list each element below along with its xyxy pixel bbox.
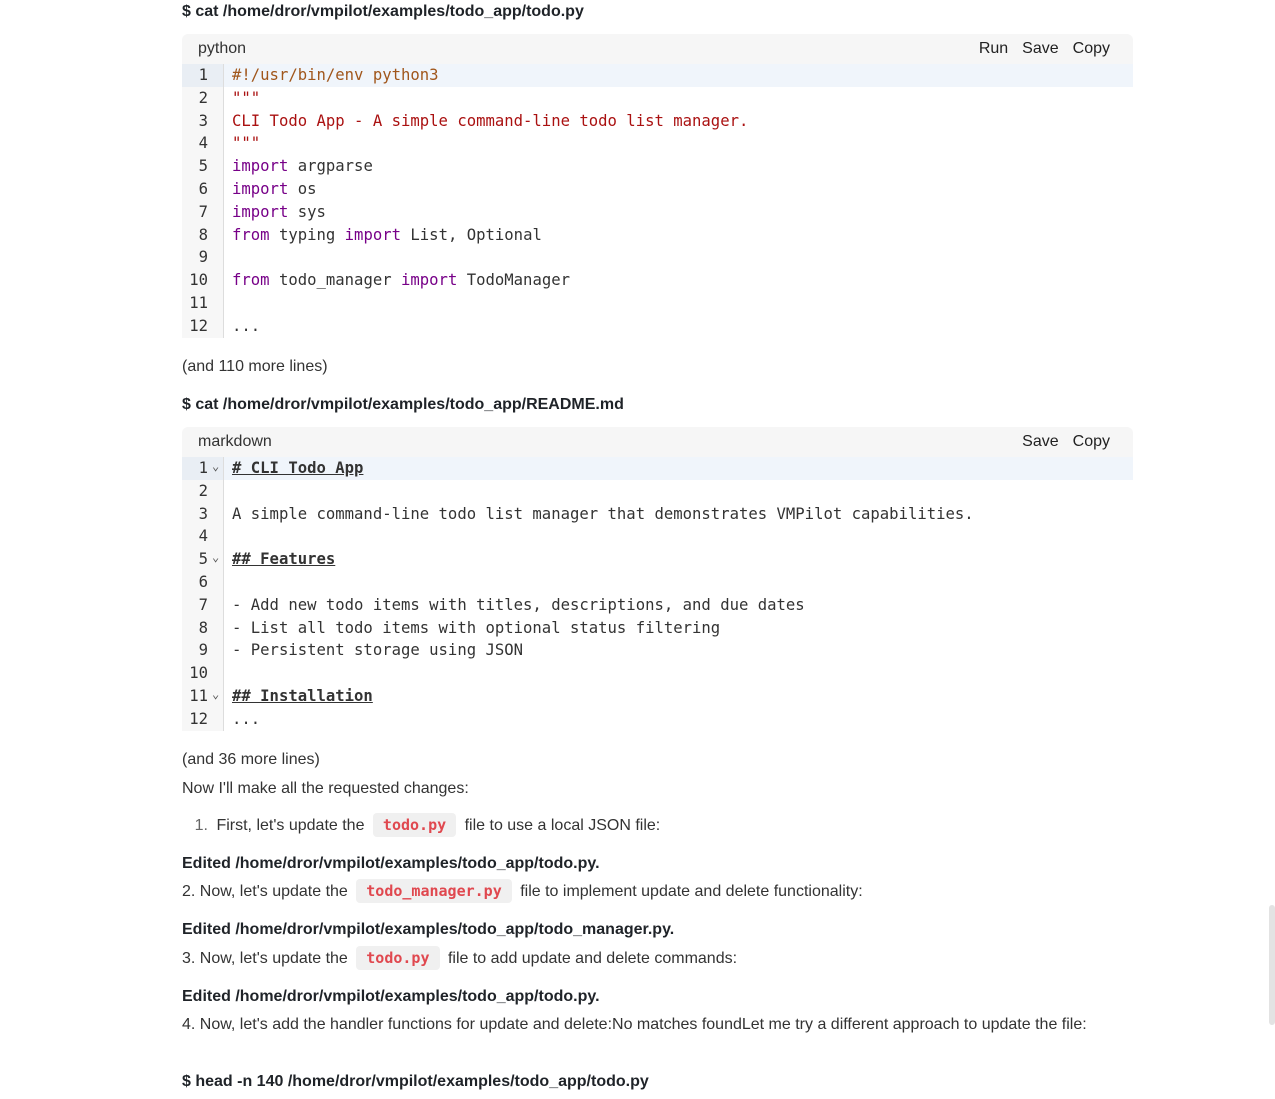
edited-note: Edited /home/dror/vmpilot/examples/todo_app/todo.py. <box>182 988 600 1005</box>
step-3-pre: 3. Now, let's update the <box>182 950 348 967</box>
edited-note: Edited /home/dror/vmpilot/examples/todo_app/todo.py. <box>182 855 600 872</box>
code-line: 5 ⌄ ## Features <box>182 548 1133 571</box>
save-button[interactable]: Save <box>1022 40 1059 57</box>
code-editor[interactable] <box>182 457 1133 731</box>
edited-note: Edited /home/dror/vmpilot/examples/todo_app/todo_manager.py. <box>182 921 675 938</box>
more-lines-note: (and 36 more lines) <box>182 751 320 768</box>
copy-button[interactable]: Copy <box>1072 433 1110 450</box>
code-line: 6 <box>182 571 1133 594</box>
code-line: 3 CLI Todo App - A simple command-line todo list manager. <box>182 110 1133 133</box>
code-line: 4 <box>182 525 1133 548</box>
step-1 <box>182 811 1133 840</box>
step-3 <box>182 944 1133 973</box>
code-line: 5 import argparse <box>182 155 1133 178</box>
code-line: 9 <box>182 246 1133 269</box>
code-block-markdown <box>182 427 1133 731</box>
code-line: 10 <box>182 662 1133 685</box>
code-line: 7 - Add new todo items with titles, descriptions, and due dates <box>182 594 1133 617</box>
step-2-post: file to implement update and delete functionality: <box>520 883 863 900</box>
copy-button[interactable]: Copy <box>1072 40 1110 57</box>
code-block-python <box>182 34 1133 338</box>
step-2 <box>182 877 1133 906</box>
fold-chevron-icon[interactable]: ⌄ <box>212 686 220 701</box>
command-cat-todo: $ cat /home/dror/vmpilot/examples/todo_app/todo.py <box>182 3 584 20</box>
code-line: 12 ... <box>182 315 1133 338</box>
save-button[interactable]: Save <box>1022 433 1059 450</box>
code-line: 10 from todo_manager import TodoManager <box>182 269 1133 292</box>
code-line: 9 - Persistent storage using JSON <box>182 639 1133 662</box>
code-language-label: python <box>198 40 247 57</box>
intro-text: Now I'll make all the requested changes: <box>182 780 469 797</box>
code-line: 11 <box>182 292 1133 315</box>
inline-code-filename: todo.py <box>373 813 456 837</box>
code-line: 1 ⌄ # CLI Todo App <box>182 457 1133 480</box>
code-line: 3 A simple command-line todo list manager that demonstrates VMPilot capabilities. <box>182 503 1133 526</box>
run-button[interactable]: Run <box>978 40 1009 57</box>
code-line: 4 """ <box>182 132 1133 155</box>
code-block-header <box>182 34 1133 64</box>
code-block-header <box>182 427 1133 457</box>
fold-chevron-icon[interactable]: ⌄ <box>212 459 220 473</box>
fold-chevron-icon[interactable]: ⌄ <box>212 550 220 565</box>
code-line: 8 from typing import List, Optional <box>182 224 1133 247</box>
inline-code-filename: todo_manager.py <box>356 879 511 903</box>
code-line: 12 ... <box>182 708 1133 731</box>
step-1-post: file to use a local JSON file: <box>464 817 661 834</box>
step-2-pre: 2. Now, let's update the <box>182 883 348 900</box>
step-1-pre: First, let's update the <box>216 817 365 834</box>
code-editor[interactable] <box>182 64 1133 338</box>
code-line: 11 ⌄ ## Installation <box>182 685 1133 708</box>
code-line: 2 """ <box>182 87 1133 110</box>
code-line: 8 - List all todo items with optional status filtering <box>182 617 1133 640</box>
scrollbar-thumb[interactable] <box>1269 905 1275 1025</box>
command-head-todo: $ head -n 140 /home/dror/vmpilot/examples/todo_app/todo.py <box>182 1073 649 1090</box>
more-lines-note: (and 110 more lines) <box>182 358 328 375</box>
code-language-label: markdown <box>198 433 272 450</box>
code-line: 7 import sys <box>182 201 1133 224</box>
list-number: 1. <box>194 817 208 834</box>
code-line: 1 #!/usr/bin/env python3 <box>182 64 1133 87</box>
command-cat-readme: $ cat /home/dror/vmpilot/examples/todo_app/README.md <box>182 396 624 413</box>
step-3-post: file to add update and delete commands: <box>447 950 738 967</box>
code-line: 6 import os <box>182 178 1133 201</box>
inline-code-filename: todo.py <box>356 946 439 970</box>
step-4: 4. Now, let's add the handler functions for update and delete:No matches foundLet me try a different approach to update the file: <box>182 1016 1087 1033</box>
code-line: 2 <box>182 480 1133 503</box>
